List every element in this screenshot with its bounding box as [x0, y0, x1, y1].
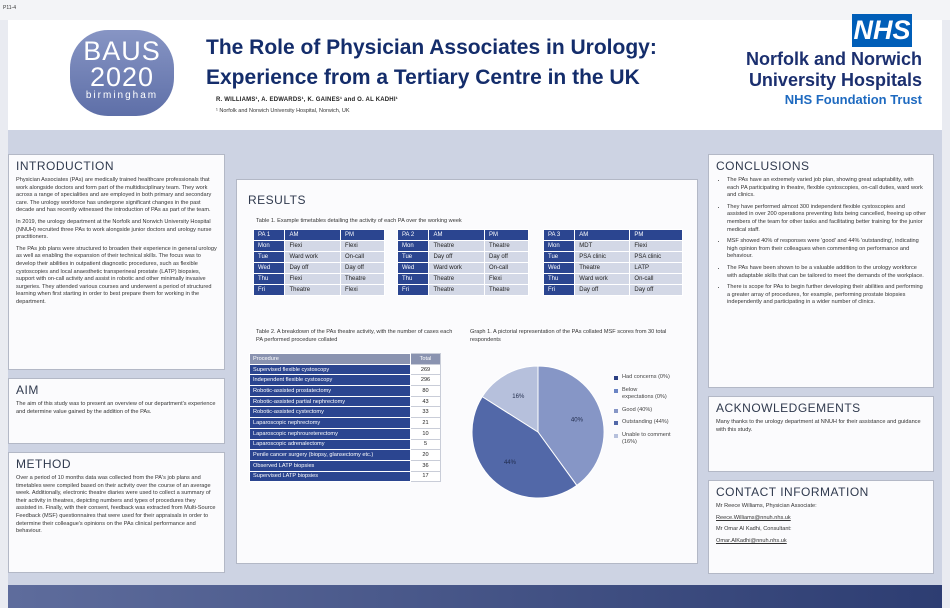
table-row — [544, 263, 683, 274]
table-row — [250, 471, 441, 482]
method-heading: METHOD — [16, 457, 71, 471]
table-cell: Fri — [254, 285, 285, 296]
table-cell: AM — [575, 230, 630, 241]
table-cell: Day off — [340, 263, 384, 274]
table-row — [398, 285, 529, 296]
table-cell: Fri — [544, 285, 575, 296]
table-cell: Theatre — [484, 285, 528, 296]
table-cell: On-call — [484, 263, 528, 274]
table-cell: Day off — [285, 263, 341, 274]
table-cell: Independent flexible cystoscopy — [250, 375, 411, 386]
legend-item — [614, 387, 682, 402]
legend-label: Good (40%) — [622, 406, 653, 413]
table-cell: 10 — [411, 428, 441, 439]
table-cell: Day off — [630, 285, 683, 296]
pie-slice-label: 44% — [503, 459, 516, 466]
conclusions-section — [708, 154, 934, 388]
table-row — [398, 263, 529, 274]
table-row — [544, 274, 683, 285]
table-row — [254, 252, 385, 263]
table-cell: Theatre — [285, 285, 341, 296]
table2-caption: Table 2. A breakdown of the PAs theatre activity, with the number of cases each PA performed procedure collated — [256, 329, 453, 343]
table-cell: Tue — [254, 252, 285, 263]
table-cell: Day off — [484, 252, 528, 263]
introduction-paragraph-1: Physician Associates (PAs) are medically trained healthcare professionals that work alongside doctors and form part of the multidisciplinary team. They work across a range of specialities and are employed in both primary and secondary care. The urology workforce has undergone significant changes in the past decade and has recently witnessed the introduction of PAs as part of the team. — [16, 177, 212, 214]
table-cell: Flexi — [484, 274, 528, 285]
table-cell: Laparoscopic adrenalectomy — [250, 439, 411, 450]
table-cell: PM — [630, 230, 683, 241]
table-row — [544, 285, 683, 296]
table-cell: Thu — [398, 274, 429, 285]
timetable-pa1 — [253, 229, 385, 296]
introduction-heading: INTRODUCTION — [16, 159, 114, 173]
table-cell: Flexi — [340, 285, 384, 296]
table-row — [398, 252, 529, 263]
timetable-pa2 — [397, 229, 529, 296]
table-cell: Observed LATP biopsies — [250, 460, 411, 471]
results-heading: RESULTS — [248, 193, 306, 207]
nhs-logo: NHS — [853, 15, 911, 45]
org-name: Norfolk and Norwich University Hospitals — [745, 49, 922, 90]
legend-swatch — [614, 389, 618, 393]
table-cell: 17 — [411, 471, 441, 482]
table-cell: Mon — [398, 241, 429, 252]
list-item: • The PAs have an extremely varied job plan, showing great adaptability, with each PA participating in theatre, flexible cystoscopies, on-call duties, ward work and clinics. — [727, 177, 926, 200]
conclusions-heading: CONCLUSIONS — [716, 159, 810, 173]
affiliation: ¹ Norfolk and Norwich University Hospital, Norwich, UK — [216, 108, 350, 114]
legend-item — [614, 407, 682, 415]
table-cell: 36 — [411, 460, 441, 471]
table-cell: Ward work — [575, 274, 630, 285]
procedures-table — [249, 353, 441, 482]
table-cell: Theatre — [340, 274, 384, 285]
introduction-paragraph-2: In 2019, the urology department at the Norfolk and Norwich University Hospital (NNUH) recruited three PAs to work alongside junior doctors and urology nurse practitioners. — [16, 218, 212, 241]
table-cell: Flexi — [340, 241, 384, 252]
list-item: • They have performed almost 300 independent flexible cystoscopies and assisted in over 200 operations preventing lists being cancelled, freeing up other members of the team for other tasks and facilitating better training for the junior medical staff. — [727, 204, 926, 234]
table-cell: 269 — [411, 364, 441, 375]
graph-caption: Graph 1. A pictorial representation of the PAs collated MSF scores from 30 total respondents — [470, 329, 667, 343]
table-cell: On-call — [630, 274, 683, 285]
table-cell: Mon — [254, 241, 285, 252]
table-cell: LATP — [630, 263, 683, 274]
table-row — [398, 241, 529, 252]
baus-logo-line3: birmingham — [85, 90, 159, 101]
table-cell: Day off — [575, 285, 630, 296]
table-cell: 296 — [411, 375, 441, 386]
table-cell: 5 — [411, 439, 441, 450]
legend-item — [614, 419, 682, 427]
list-item: • The PAs have been shown to be a valuable addition to the urology workforce with adaptable skills that can be tailored to meet the demands of the workplace. — [727, 265, 926, 280]
table-cell: Wed — [254, 263, 285, 274]
org-trust: NHS Foundation Trust — [784, 92, 922, 107]
legend-label: Outstanding (44%) — [622, 419, 669, 425]
table-cell: 20 — [411, 450, 441, 461]
authors: R. WILLIAMS¹, A. EDWARDS¹, K. GAINES¹ and O. AL KADHI¹ — [216, 97, 398, 103]
table-cell: Laparoscopic nephrectomy — [250, 418, 411, 429]
legend-label: Below expectations (0%) — [622, 386, 667, 400]
method-text: Over a period of 10 months data was collected from the PA's job plans and timetables were compiled based on their activity over the course of an average week. Additionally, electronic theatre diaries were used to collect a summary of their activity in theatres, depicting numbers and types of procedures they assisted in. Finally, with their consent, feedback was extracted from Multi-Source Feedback (MSF) questionnaires that were used for their appraisals in order to determine their colleague's opinions on the PAs clinical performance and behaviour. — [16, 475, 216, 535]
table-cell: Procedure — [250, 354, 411, 365]
table-cell: 33 — [411, 407, 441, 418]
table-row — [254, 230, 385, 241]
table-row — [250, 460, 441, 471]
contact-email-1[interactable]: Reece.Williams@nnuh.nhs.uk — [716, 514, 791, 521]
table-row — [250, 407, 441, 418]
contact-name-1: Mr Reece Williams, Physician Associate: — [716, 503, 817, 509]
conclusions-list — [727, 177, 926, 307]
table-row — [254, 274, 385, 285]
table-cell: 80 — [411, 386, 441, 397]
contact-heading: CONTACT INFORMATION — [716, 485, 869, 499]
method-section — [8, 452, 225, 573]
table-row — [250, 428, 441, 439]
legend-swatch — [614, 434, 618, 438]
table1-caption: Table 1. Example timetables detailing the activity of each PA over the working week — [256, 218, 462, 224]
table-cell: Robotic-assisted cystectomy — [250, 407, 411, 418]
table-row — [250, 354, 441, 365]
list-item: • There is scope for PAs to begin further developing their abilities and performing a greater array of procedures, for example, performing prostate biopsies independently and participating in a wider number of clinics. — [727, 284, 926, 307]
table-cell: Total — [411, 354, 441, 365]
table-row — [398, 230, 529, 241]
table-cell: Fri — [398, 285, 429, 296]
table-cell: PA 3 — [544, 230, 575, 241]
table-cell: PSA clinic — [575, 252, 630, 263]
aim-text: The aim of this study was to present an overview of our department's experience and determine value gained by the addition of the PAs. — [16, 401, 216, 415]
aim-section — [8, 378, 225, 444]
pie-slice-label: 40% — [570, 417, 583, 424]
table-row — [250, 439, 441, 450]
table-cell: PSA clinic — [630, 252, 683, 263]
table-cell: Tue — [398, 252, 429, 263]
introduction-paragraph-3: The PAs job plans were structured to broaden their experience in general urology as well as enabling the expansion of their technical skills. The focus was to develop their abilities in outpatient diagnostic procedures, such as flexible cystoscopies and local anaesthetic transperineal prostate (LATP) biopsies, support with on-call activity and assist in robotic and other minimally invasive surgeries. They attended various courses and underwent a period of structured learning when first starting in order to best prepare them for working in the department. — [16, 245, 217, 305]
table-cell: Ward work — [429, 263, 485, 274]
table-cell: Thu — [254, 274, 285, 285]
legend-swatch — [614, 421, 618, 425]
acknowledgements-text: Many thanks to the urology department at NNUH for their assistance and guidance with this study. — [716, 419, 921, 433]
table-row — [250, 375, 441, 386]
table-cell: 43 — [411, 396, 441, 407]
table-row — [250, 396, 441, 407]
table-cell: Theatre — [429, 274, 485, 285]
table-row — [250, 450, 441, 461]
table-cell: MDT — [575, 241, 630, 252]
baus-logo — [70, 30, 174, 116]
table-cell: Laparoscopic nephroureterectomy — [250, 428, 411, 439]
table-cell: Flexi — [285, 274, 341, 285]
table-cell: Theatre — [484, 241, 528, 252]
table-cell: Tue — [544, 252, 575, 263]
table-cell: Theatre — [429, 285, 485, 296]
frame-top — [0, 0, 950, 20]
table-row — [544, 252, 683, 263]
table-cell: PM — [340, 230, 384, 241]
acknowledgements-section — [708, 396, 934, 472]
pie-legend — [614, 374, 682, 452]
table-cell: Mon — [544, 241, 575, 252]
msf-pie-chart — [458, 352, 618, 512]
table-cell: Supervised LATP biopsies — [250, 471, 411, 482]
table-cell: Flexi — [285, 241, 341, 252]
table-cell: Theatre — [575, 263, 630, 274]
list-item: • MSF showed 40% of responses were 'good' and 44% 'outstanding', indicating high opinion from their colleagues when commenting on performance and behaviour. — [727, 238, 926, 261]
table-cell: PM — [484, 230, 528, 241]
table-cell: Ward work — [285, 252, 341, 263]
table-cell: Flexi — [630, 241, 683, 252]
aim-heading: AIM — [16, 383, 39, 397]
table-cell: Thu — [544, 274, 575, 285]
table-cell: Wed — [544, 263, 575, 274]
legend-label: Had concerns (0%) — [622, 374, 670, 380]
legend-item — [614, 374, 682, 382]
table-cell: Robotic-assisted partial nephrectomy — [250, 396, 411, 407]
pie-slice-label: 16% — [512, 394, 525, 401]
contact-name-2: Mr Omar Al Kadhi, Consultant: — [716, 526, 792, 533]
table-cell: Robotic-assisted prostatectomy — [250, 386, 411, 397]
table-row — [250, 364, 441, 375]
table-row — [250, 418, 441, 429]
legend-item — [614, 432, 682, 447]
table-cell: PA 1 — [254, 230, 285, 241]
table-cell: Supervised flexible cystoscopy — [250, 364, 411, 375]
table-cell: Day off — [429, 252, 485, 263]
table-cell: AM — [429, 230, 485, 241]
contact-email-2[interactable]: Omar.AlKadhi@nnuh.nhs.uk — [716, 537, 787, 544]
legend-swatch — [614, 409, 618, 413]
timetable-pa3 — [543, 229, 683, 296]
poster-code: P11-4 — [3, 5, 16, 11]
table-cell: AM — [285, 230, 341, 241]
table-row — [254, 263, 385, 274]
table-row — [544, 241, 683, 252]
table-cell: Penile cancer surgery (biopsy, glansectomy etc.) — [250, 450, 411, 461]
baus-logo-line2: 2020 — [89, 62, 155, 92]
table-row — [254, 241, 385, 252]
legend-swatch — [614, 376, 618, 380]
baus-logo-line1: BAUS — [83, 36, 161, 66]
legend-label: Unable to comment (16%) — [622, 431, 671, 445]
footer-bar — [8, 585, 942, 608]
table-cell: On-call — [340, 252, 384, 263]
table-row — [250, 386, 441, 397]
poster-title: The Role of Physician Associates in Urology: Experience from a Tertiary Centre in the UK — [206, 36, 657, 89]
acknowledgements-heading: ACKNOWLEDGEMENTS — [716, 401, 861, 415]
table-cell: Wed — [398, 263, 429, 274]
table-cell: Theatre — [429, 241, 485, 252]
introduction-section — [8, 154, 225, 370]
table-row — [398, 274, 529, 285]
table-cell: 21 — [411, 418, 441, 429]
contact-section — [708, 480, 934, 574]
table-row — [254, 285, 385, 296]
table-row — [544, 230, 683, 241]
table-cell: PA 2 — [398, 230, 429, 241]
